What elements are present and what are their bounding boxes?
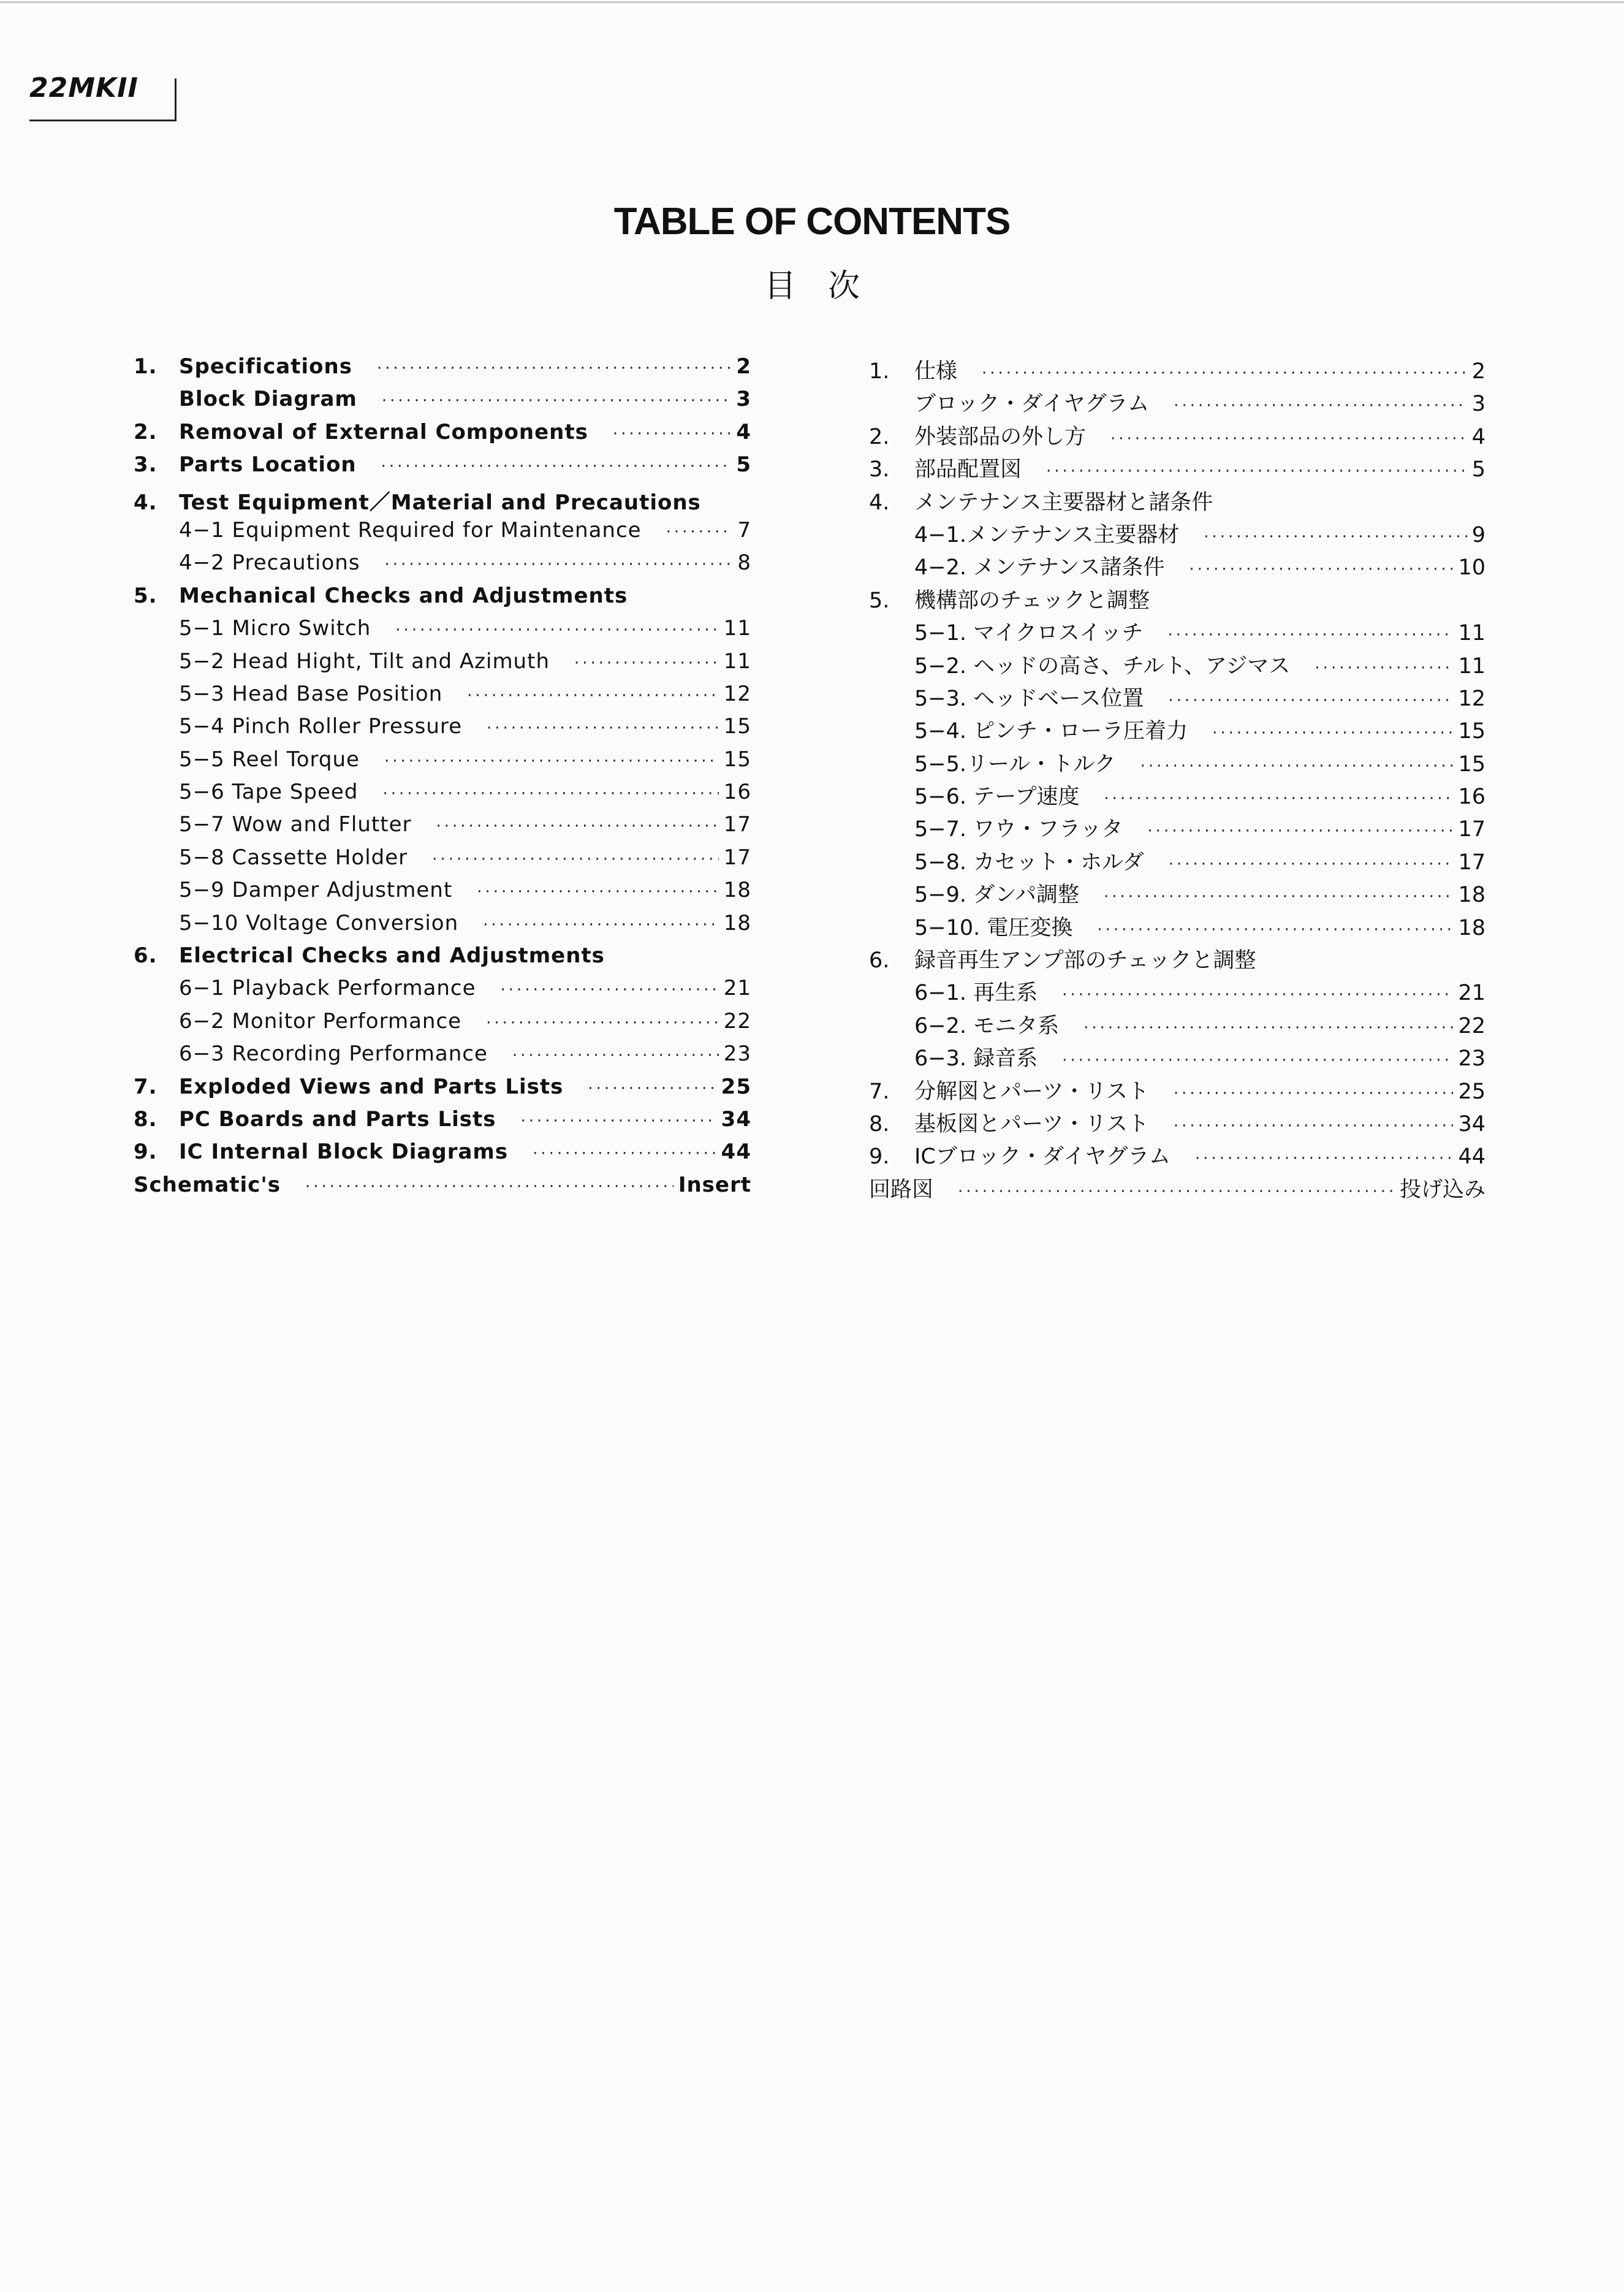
toc-en-entry-label xyxy=(134,1009,461,1034)
toc-en-entry-leader xyxy=(521,1112,716,1130)
toc-jp-entry-number: 4. xyxy=(869,490,890,515)
toc-jp-entry[interactable] xyxy=(869,649,1486,682)
toc-en-entry-page: 25 xyxy=(721,1074,751,1099)
toc-en-entry-label xyxy=(134,682,442,706)
toc-jp-entry-label xyxy=(869,550,1164,581)
toc-jp-entry-page: 3 xyxy=(1471,392,1486,417)
toc-jp-entry-page: 21 xyxy=(1458,981,1486,1006)
toc-en-entry-leader xyxy=(486,1014,719,1032)
toc-en-entry-label xyxy=(134,649,550,674)
toc-en-entry-label xyxy=(134,714,462,739)
toc-en-entry-label xyxy=(134,616,371,641)
toc-jp-entry-leader xyxy=(982,364,1467,383)
toc-en-entry-text: 5−6 Tape Speed xyxy=(179,780,359,805)
toc-en-entry[interactable] xyxy=(134,878,751,910)
toc-en-entry-page: 11 xyxy=(723,616,751,641)
toc-jp-entry-text: 分解図とパーツ・リスト xyxy=(914,1079,1149,1104)
toc-en-entry-label xyxy=(134,550,360,575)
toc-jp-entry-leader xyxy=(1174,1084,1454,1103)
toc-en-entry-text: IC Internal Block Diagrams xyxy=(179,1140,509,1165)
toc-jp-entry-text: 5−5.リール・トルク xyxy=(914,752,1116,777)
toc-jp-entry-page: 25 xyxy=(1458,1079,1486,1104)
toc-en-entry-text: 5−9 Damper Adjustment xyxy=(179,878,453,903)
toc-en-entry-page: 17 xyxy=(723,812,751,837)
toc-en-entry-page: Insert xyxy=(678,1172,751,1197)
toc-jp-entry-number: 8. xyxy=(869,1111,890,1136)
toc-jp-entry-text: ブロック・ダイヤグラム xyxy=(914,392,1150,417)
toc-en-entry-label xyxy=(134,452,357,477)
toc-en-entry[interactable] xyxy=(134,976,751,1008)
toc-jp-entry-page: 5 xyxy=(1471,457,1486,482)
toc-jp-entry[interactable] xyxy=(869,1140,1486,1172)
toc-jp-entry-page: 17 xyxy=(1458,850,1486,875)
toc-en-entry-page: 21 xyxy=(723,976,751,1001)
toc-en-entry-label xyxy=(134,812,412,837)
toc-en-entry-page: 18 xyxy=(723,910,751,935)
toc-jp-entry-text: 5−4. ピンチ・ローラ圧着力 xyxy=(914,719,1188,744)
toc-jp-entry-page: 18 xyxy=(1458,915,1486,940)
toc-en-entry-number: 7. xyxy=(134,1074,157,1099)
toc-jp-entry[interactable] xyxy=(869,1107,1486,1140)
toc-en-entry-page: 5 xyxy=(736,452,751,478)
toc-en-entry-text: Parts Location xyxy=(179,452,357,478)
toc-en-entry[interactable] xyxy=(134,584,751,616)
toc-jp-entry-label xyxy=(869,518,1179,549)
toc-en-entry-text: 6−3 Recording Performance xyxy=(179,1041,488,1067)
toc-en-entry-text: 5−3 Head Base Position xyxy=(179,681,443,706)
toc-en-entry-page: 44 xyxy=(721,1140,751,1165)
toc-jp-entry-leader xyxy=(1147,822,1453,840)
toc-jp-entry-number: 3. xyxy=(869,457,890,482)
toc-jp-entry-leader xyxy=(1104,790,1453,808)
toc-en-entry-label xyxy=(134,485,701,516)
toc-en-entry-text: Removal of External Components xyxy=(179,419,588,444)
toc-jp-entry-leader xyxy=(1212,724,1453,742)
toc-en-entry-page: 8 xyxy=(737,550,751,576)
toc-jp-entry-text: 外装部品の外し方 xyxy=(914,424,1087,449)
toc-jp-entry-label xyxy=(869,1107,1149,1138)
toc-en-entry-number: 2. xyxy=(134,419,157,444)
toc-jp-entry-text: 回路図 xyxy=(869,1177,934,1202)
toc-en-entry-leader xyxy=(385,555,733,574)
toc-japanese xyxy=(869,354,1486,1205)
toc-en-entry-leader xyxy=(574,654,719,672)
toc-jp-entry-text: 5−3. ヘッドベース位置 xyxy=(914,686,1144,711)
toc-en-entry-text: Schematic's xyxy=(134,1172,281,1197)
toc-en-entry-number: 1. xyxy=(134,354,157,379)
toc-jp-entry[interactable] xyxy=(869,747,1486,780)
toc-en-entry-leader xyxy=(512,1046,719,1065)
toc-jp-entry[interactable] xyxy=(869,550,1486,583)
toc-jp-entry[interactable] xyxy=(869,584,1486,616)
toc-en-entry[interactable] xyxy=(134,682,751,714)
toc-en-entry[interactable] xyxy=(134,387,751,419)
toc-jp-entry-text: 録音再生アンプ部のチェックと調整 xyxy=(914,948,1256,973)
toc-en-entry[interactable] xyxy=(134,845,751,878)
toc-jp-entry-text: 6−3. 録音系 xyxy=(914,1046,1038,1072)
toc-en-entry-page: 7 xyxy=(737,517,751,543)
toc-en-entry-page: 15 xyxy=(723,747,751,772)
toc-jp-entry-leader xyxy=(1174,397,1467,415)
toc-en-entry-leader xyxy=(666,523,733,541)
toc-jp-entry[interactable] xyxy=(869,354,1486,387)
toc-en-entry-leader xyxy=(588,1079,716,1098)
toc-en-entry-text: 5−2 Head Hight, Tilt and Azimuth xyxy=(179,649,550,674)
toc-en-entry[interactable] xyxy=(134,420,751,452)
toc-jp-entry-text: 基板図とパーツ・リスト xyxy=(914,1111,1149,1136)
toc-jp-entry-leader xyxy=(1097,921,1453,939)
toc-en-entry-leader xyxy=(305,1178,674,1196)
toc-en-entry[interactable] xyxy=(134,452,751,485)
toc-en-entry[interactable] xyxy=(134,1173,751,1205)
toc-en-entry-label xyxy=(134,354,352,379)
toc-en-entry-text: 4−2 Precautions xyxy=(179,550,360,576)
toc-jp-entry-label xyxy=(869,420,1086,451)
toc-en-entry-number: 5. xyxy=(134,583,157,608)
toc-en-entry-label xyxy=(134,747,360,772)
toc-en-entry-text: 5−7 Wow and Flutter xyxy=(179,812,412,837)
toc-jp-entry-leader xyxy=(958,1182,1395,1201)
toc-en-entry[interactable] xyxy=(134,485,751,518)
toc-en-entry[interactable] xyxy=(134,518,751,550)
toc-jp-entry-text: 仕様 xyxy=(914,359,958,384)
toc-en-entry-label xyxy=(134,584,628,608)
toc-en-entry-page: 16 xyxy=(723,780,751,805)
toc-jp-entry-text: 5−1. マイクロスイッチ xyxy=(914,621,1144,646)
model-label: 22MKII xyxy=(29,72,138,104)
toc-en-entry-page: 22 xyxy=(723,1008,751,1034)
toc-jp-entry[interactable] xyxy=(869,812,1486,845)
toc-en-entry-number: 9. xyxy=(134,1140,157,1165)
toc-en-entry-text: Mechanical Checks and Adjustments xyxy=(179,583,628,608)
toc-en-entry-text: PC Boards and Parts Lists xyxy=(179,1106,496,1132)
toc-jp-entry-number: 6. xyxy=(869,948,890,973)
toc-en-entry-label xyxy=(134,911,458,935)
toc-en-entry-label xyxy=(134,1041,488,1066)
toc-jp-entry-number: 9. xyxy=(869,1144,890,1170)
toc-jp-entry-number: 2. xyxy=(869,424,890,449)
toc-en-entry-page: 4 xyxy=(736,419,751,444)
toc-jp-entry-text: ICブロック・ダイヤグラム xyxy=(914,1144,1171,1170)
toc-en-entry-text: Test Equipment／Material and Precautions xyxy=(179,490,701,515)
toc-en-entry-text: Electrical Checks and Adjustments xyxy=(179,943,605,969)
toc-en-entry[interactable] xyxy=(134,1041,751,1074)
toc-en-entry-leader xyxy=(501,981,719,999)
toc-jp-entry-label xyxy=(869,747,1116,778)
toc-en-entry[interactable] xyxy=(134,1140,751,1172)
toc-en-entry-number: 3. xyxy=(134,452,157,478)
toc-jp-entry-page: 2 xyxy=(1471,359,1486,384)
toc-en-entry-label xyxy=(134,976,476,1000)
toc-jp-entry-label xyxy=(869,616,1143,647)
toc-jp-entry-leader xyxy=(1062,986,1453,1004)
toc-en-entry-label xyxy=(134,387,357,411)
toc-jp-entry[interactable] xyxy=(869,845,1486,878)
toc-jp-entry-label xyxy=(869,354,957,385)
toc-jp-entry[interactable] xyxy=(869,682,1486,714)
toc-jp-entry-leader xyxy=(1169,855,1454,874)
toc-jp-entry[interactable] xyxy=(869,1173,1486,1205)
toc-en-entry-text: 5−4 Pinch Roller Pressure xyxy=(179,714,463,739)
toc-jp-entry[interactable] xyxy=(869,1009,1486,1041)
toc-jp-entry-text: 部品配置図 xyxy=(914,457,1022,482)
toc-en-entry-page: 23 xyxy=(723,1041,751,1067)
toc-en-entry[interactable] xyxy=(134,812,751,845)
toc-jp-entry-page: 11 xyxy=(1458,653,1486,679)
toc-jp-entry[interactable] xyxy=(869,518,1486,550)
toc-en-entry-label xyxy=(134,943,605,968)
toc-jp-entry[interactable] xyxy=(869,1041,1486,1074)
toc-en-entry-leader xyxy=(436,817,719,836)
toc-jp-entry-label xyxy=(869,682,1144,712)
toc-en-entry-leader xyxy=(613,425,731,443)
toc-en-entry-label xyxy=(134,1173,281,1197)
toc-en-entry[interactable] xyxy=(134,1075,751,1107)
toc-jp-entry-text: 5−8. カセット・ホルダ xyxy=(914,850,1144,875)
toc-en-entry-text: 4−1 Equipment Required for Maintenance xyxy=(179,517,642,543)
toc-jp-entry-text: 6−2. モニタ系 xyxy=(914,1013,1060,1038)
toc-jp-entry-text: 機構部のチェックと調整 xyxy=(914,588,1150,613)
toc-en-entry-text: 6−2 Monitor Performance xyxy=(179,1008,462,1034)
toc-en-entry-leader xyxy=(377,359,731,378)
toc-en-entry-leader xyxy=(382,392,732,410)
toc-en-entry-page: 15 xyxy=(723,714,751,739)
toc-jp-entry-label xyxy=(869,485,1213,516)
toc-jp-entry-label xyxy=(869,1009,1059,1040)
toc-jp-entry-leader xyxy=(1062,1051,1453,1070)
toc-jp-entry[interactable] xyxy=(869,780,1486,812)
toc-jp-entry-leader xyxy=(1167,626,1453,644)
toc-jp-entry-label xyxy=(869,452,1022,483)
toc-jp-entry[interactable] xyxy=(869,420,1486,452)
toc-en-entry-text: 5−8 Cassette Holder xyxy=(179,845,408,870)
toc-en-entry-label xyxy=(134,1075,563,1099)
toc-jp-entry-leader xyxy=(1140,757,1454,775)
toc-jp-entry-text: 5−6. テープ速度 xyxy=(914,785,1080,810)
toc-en-entry-label xyxy=(134,845,408,870)
page-subtitle-japanese: 目 次 xyxy=(764,268,860,305)
toc-jp-entry[interactable] xyxy=(869,714,1486,747)
model-label-divider xyxy=(175,78,176,121)
toc-en-entry[interactable] xyxy=(134,747,751,780)
toc-jp-entry-label xyxy=(869,976,1038,1007)
toc-jp-entry-leader xyxy=(1104,888,1453,906)
toc-jp-entry-leader xyxy=(1315,659,1453,677)
toc-en-entry-label xyxy=(134,780,358,804)
toc-en-entry-page: 18 xyxy=(723,878,751,903)
toc-jp-entry[interactable] xyxy=(869,911,1486,943)
toc-en-entry-text: Exploded Views and Parts Lists xyxy=(179,1074,564,1099)
toc-en-entry-leader xyxy=(395,621,718,639)
toc-jp-entry-leader xyxy=(1110,430,1467,448)
toc-english xyxy=(134,354,751,1205)
toc-jp-entry-text: 4−2. メンテナンス諸条件 xyxy=(914,555,1165,581)
toc-jp-entry-page: 4 xyxy=(1471,424,1486,449)
toc-jp-entry-text: 5−10. 電圧変換 xyxy=(914,915,1073,940)
toc-en-entry[interactable] xyxy=(134,1107,751,1140)
toc-jp-entry[interactable] xyxy=(869,616,1486,649)
toc-en-entry[interactable] xyxy=(134,943,751,976)
toc-jp-entry[interactable] xyxy=(869,943,1486,976)
toc-jp-entry-label xyxy=(869,780,1079,810)
toc-en-entry-leader xyxy=(432,850,719,869)
toc-jp-entry-text: 5−2. ヘッドの高さ、チルト、アジマス xyxy=(914,653,1291,679)
toc-en-entry-leader xyxy=(384,752,719,771)
toc-jp-entry[interactable] xyxy=(869,976,1486,1008)
toc-jp-entry-label xyxy=(869,387,1149,417)
toc-jp-entry-page: 23 xyxy=(1458,1046,1486,1072)
toc-jp-entry-leader xyxy=(1168,691,1453,710)
toc-jp-entry-page: 44 xyxy=(1458,1144,1486,1170)
toc-en-entry-leader xyxy=(533,1144,716,1163)
toc-en-entry-page: 3 xyxy=(736,387,751,412)
toc-en-entry-text: Specifications xyxy=(179,354,352,379)
toc-jp-entry-page: 34 xyxy=(1458,1111,1486,1136)
toc-jp-entry-label xyxy=(869,878,1079,908)
toc-jp-entry[interactable] xyxy=(869,452,1486,485)
toc-jp-entry-text: メンテナンス主要器材と諸条件 xyxy=(914,490,1213,515)
toc-jp-entry-number: 1. xyxy=(869,359,890,384)
toc-jp-entry-page: 22 xyxy=(1458,1013,1486,1038)
toc-jp-entry-page: 9 xyxy=(1471,522,1486,547)
toc-jp-entry-leader xyxy=(1204,528,1467,546)
toc-jp-entry-text: 5−7. ワウ・フラッタ xyxy=(914,817,1123,842)
toc-jp-entry-label xyxy=(869,714,1188,745)
toc-jp-entry-page: 15 xyxy=(1458,752,1486,777)
toc-en-entry-leader xyxy=(467,687,718,705)
toc-jp-entry-leader xyxy=(1046,462,1467,481)
toc-jp-entry-text: 5−9. ダンパ調整 xyxy=(914,883,1080,908)
toc-jp-entry-page: 17 xyxy=(1458,817,1486,842)
toc-en-entry[interactable] xyxy=(134,780,751,812)
toc-en-entry-label xyxy=(134,420,588,444)
toc-jp-entry-leader xyxy=(1195,1149,1453,1168)
toc-jp-entry-page: 12 xyxy=(1458,686,1486,711)
toc-jp-entry-label xyxy=(869,845,1144,876)
toc-en-entry-page: 17 xyxy=(723,845,751,870)
toc-en-entry-label xyxy=(134,518,642,543)
toc-jp-entry-number: 7. xyxy=(869,1079,890,1104)
toc-en-entry-number: 8. xyxy=(134,1106,157,1132)
toc-jp-entry-label xyxy=(869,584,1150,614)
toc-en-entry[interactable] xyxy=(134,616,751,649)
toc-jp-entry[interactable] xyxy=(869,387,1486,419)
toc-en-entry[interactable] xyxy=(134,649,751,682)
toc-jp-entry-leader xyxy=(1189,560,1453,579)
toc-jp-entry[interactable] xyxy=(869,485,1486,518)
toc-en-entry-leader xyxy=(477,883,719,901)
toc-en-entry-label xyxy=(134,1140,508,1164)
toc-en-entry-label xyxy=(134,1107,496,1132)
toc-jp-entry-leader xyxy=(1083,1019,1453,1037)
toc-en-entry-text: 5−5 Reel Torque xyxy=(179,747,360,772)
toc-jp-entry[interactable] xyxy=(869,878,1486,910)
toc-en-entry-page: 11 xyxy=(723,649,751,674)
toc-en-entry-page: 34 xyxy=(721,1106,751,1132)
toc-en-entry-text: Block Diagram xyxy=(179,387,357,412)
top-edge-rule xyxy=(0,1,1624,3)
model-label-underline xyxy=(29,120,176,121)
toc-jp-entry-label xyxy=(869,1041,1038,1072)
toc-en-entry-number: 4. xyxy=(134,490,157,515)
toc-jp-entry-page: 11 xyxy=(1458,621,1486,646)
toc-jp-entry-label xyxy=(869,943,1256,974)
toc-en-entry[interactable] xyxy=(134,911,751,943)
toc-jp-entry-label xyxy=(869,911,1072,942)
toc-jp-entry-page: 10 xyxy=(1458,555,1486,581)
toc-en-entry[interactable] xyxy=(134,354,751,387)
toc-en-entry-leader xyxy=(483,916,719,934)
toc-jp-entry-label xyxy=(869,1140,1171,1170)
toc-en-entry-page: 12 xyxy=(723,681,751,706)
toc-en-entry-number: 6. xyxy=(134,943,157,969)
toc-jp-entry-label xyxy=(869,649,1290,680)
toc-en-entry-label xyxy=(134,878,452,902)
toc-jp-entry-text: 6−1. 再生系 xyxy=(914,981,1038,1006)
toc-jp-entry-leader xyxy=(1174,1117,1454,1135)
toc-jp-entry-label xyxy=(869,1173,933,1203)
toc-jp-entry-label xyxy=(869,1075,1149,1105)
toc-jp-entry-label xyxy=(869,812,1123,843)
toc-jp-entry-number: 5. xyxy=(869,588,890,613)
toc-jp-entry-page: 投げ込み xyxy=(1399,1177,1486,1202)
toc-en-entry-page: 2 xyxy=(736,354,751,379)
toc-jp-entry-page: 18 xyxy=(1458,883,1486,908)
toc-en-entry[interactable] xyxy=(134,714,751,747)
toc-jp-entry-page: 16 xyxy=(1458,785,1486,810)
toc-en-entry[interactable] xyxy=(134,1009,751,1041)
toc-en-entry-text: 6−1 Playback Performance xyxy=(179,976,476,1001)
toc-en-entry[interactable] xyxy=(134,550,751,583)
toc-en-entry-leader xyxy=(381,457,732,476)
toc-en-entry-text: 5−1 Micro Switch xyxy=(179,616,371,641)
toc-en-entry-leader xyxy=(382,785,718,803)
toc-en-entry-text: 5−10 Voltage Conversion xyxy=(179,910,459,935)
toc-jp-entry[interactable] xyxy=(869,1075,1486,1107)
toc-jp-entry-text: 4−1.メンテナンス主要器材 xyxy=(914,522,1180,547)
toc-en-entry-leader xyxy=(487,719,719,737)
page-title: TABLE OF CONTENTS xyxy=(613,200,1011,243)
toc-jp-entry-page: 15 xyxy=(1458,719,1486,744)
